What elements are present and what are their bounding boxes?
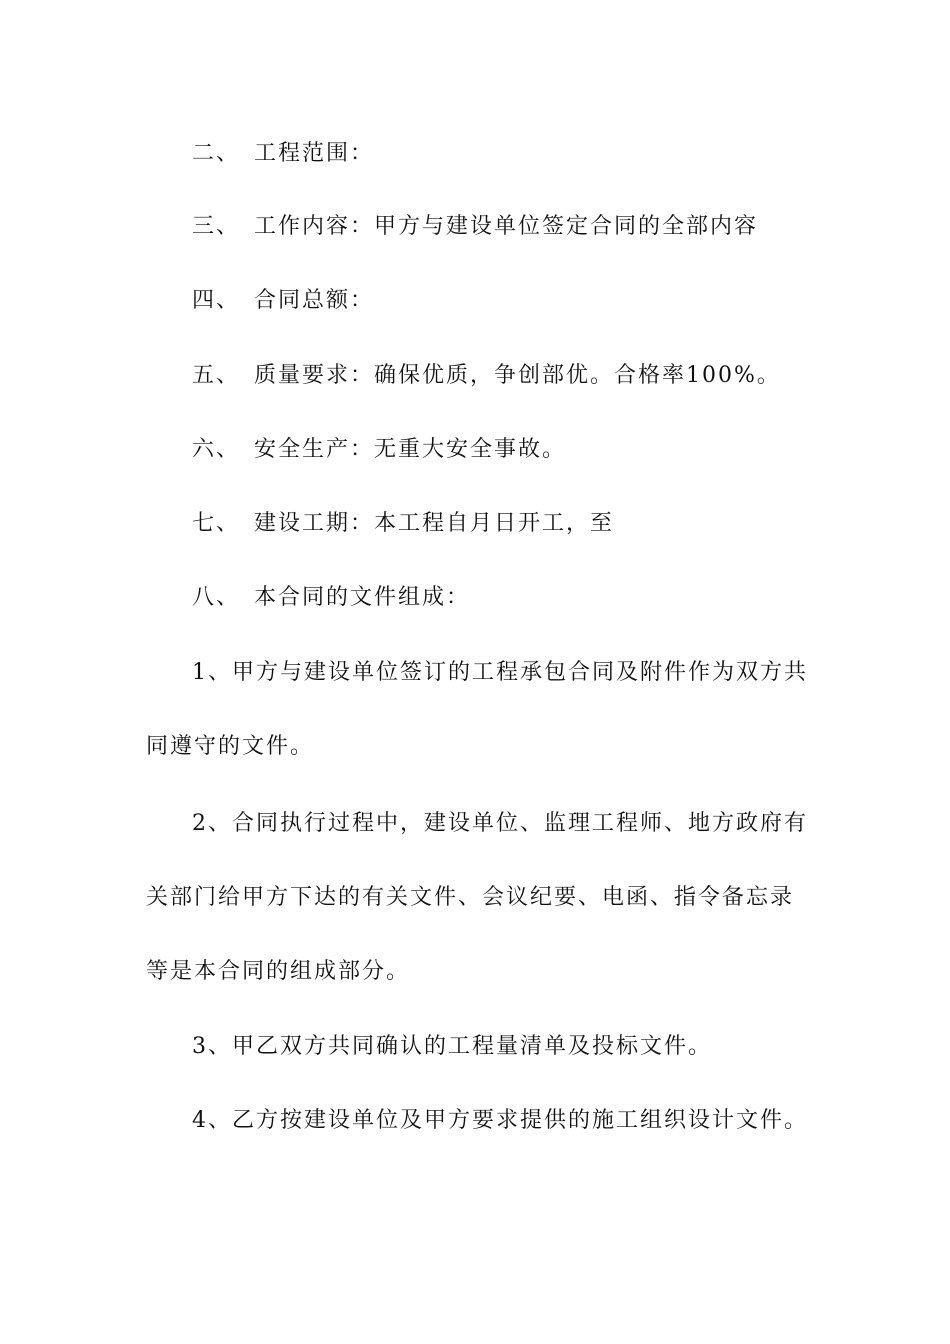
section-6 [192, 436, 566, 464]
section-text: 合同总额： [254, 288, 375, 313]
section-text: 本合同的文件组成： [254, 585, 471, 610]
section-number: 七、 [192, 511, 241, 536]
section-2 [192, 140, 374, 168]
item-2-line-1: 2、合同执行过程中，建设单位、监理工程师、地方政府有 [192, 811, 808, 836]
section-8 [192, 584, 470, 612]
section-number: 八、 [192, 585, 241, 610]
section-text: 工程范围： [254, 141, 375, 166]
section-5 [192, 362, 781, 390]
item-4-line-1: 4、乙方按建设单位及甲方要求提供的施工组织设计文件。 [192, 1108, 808, 1133]
section-number: 五、 [192, 363, 241, 388]
section-4 [192, 287, 374, 315]
section-text: 质量要求：确保优质，争创部优。合格率100%。 [254, 363, 781, 388]
section-number: 六、 [192, 437, 241, 462]
section-text: 安全生产：无重大安全事故。 [254, 437, 567, 462]
section-text: 建设工期：本工程自月日开工，至 [254, 511, 615, 536]
section-3 [192, 213, 758, 241]
section-number: 四、 [192, 288, 241, 313]
section-7 [192, 510, 614, 538]
item-3-line-1: 3、甲乙双方共同确认的工程量清单及投标文件。 [192, 1034, 712, 1059]
section-number: 三、 [192, 214, 241, 239]
item-2-line-2: 关部门给甲方下达的有关文件、会议纪要、电函、指令备忘录 [146, 885, 795, 910]
item-1-line-2: 同遵守的文件。 [146, 734, 315, 759]
item-1-line-1: 1、甲方与建设单位签订的工程承包合同及附件作为双方共 [192, 660, 808, 685]
section-text: 工作内容：甲方与建设单位签定合同的全部内容 [254, 214, 759, 239]
item-2-line-3: 等是本合同的组成部分。 [146, 959, 411, 984]
section-number: 二、 [192, 141, 241, 166]
